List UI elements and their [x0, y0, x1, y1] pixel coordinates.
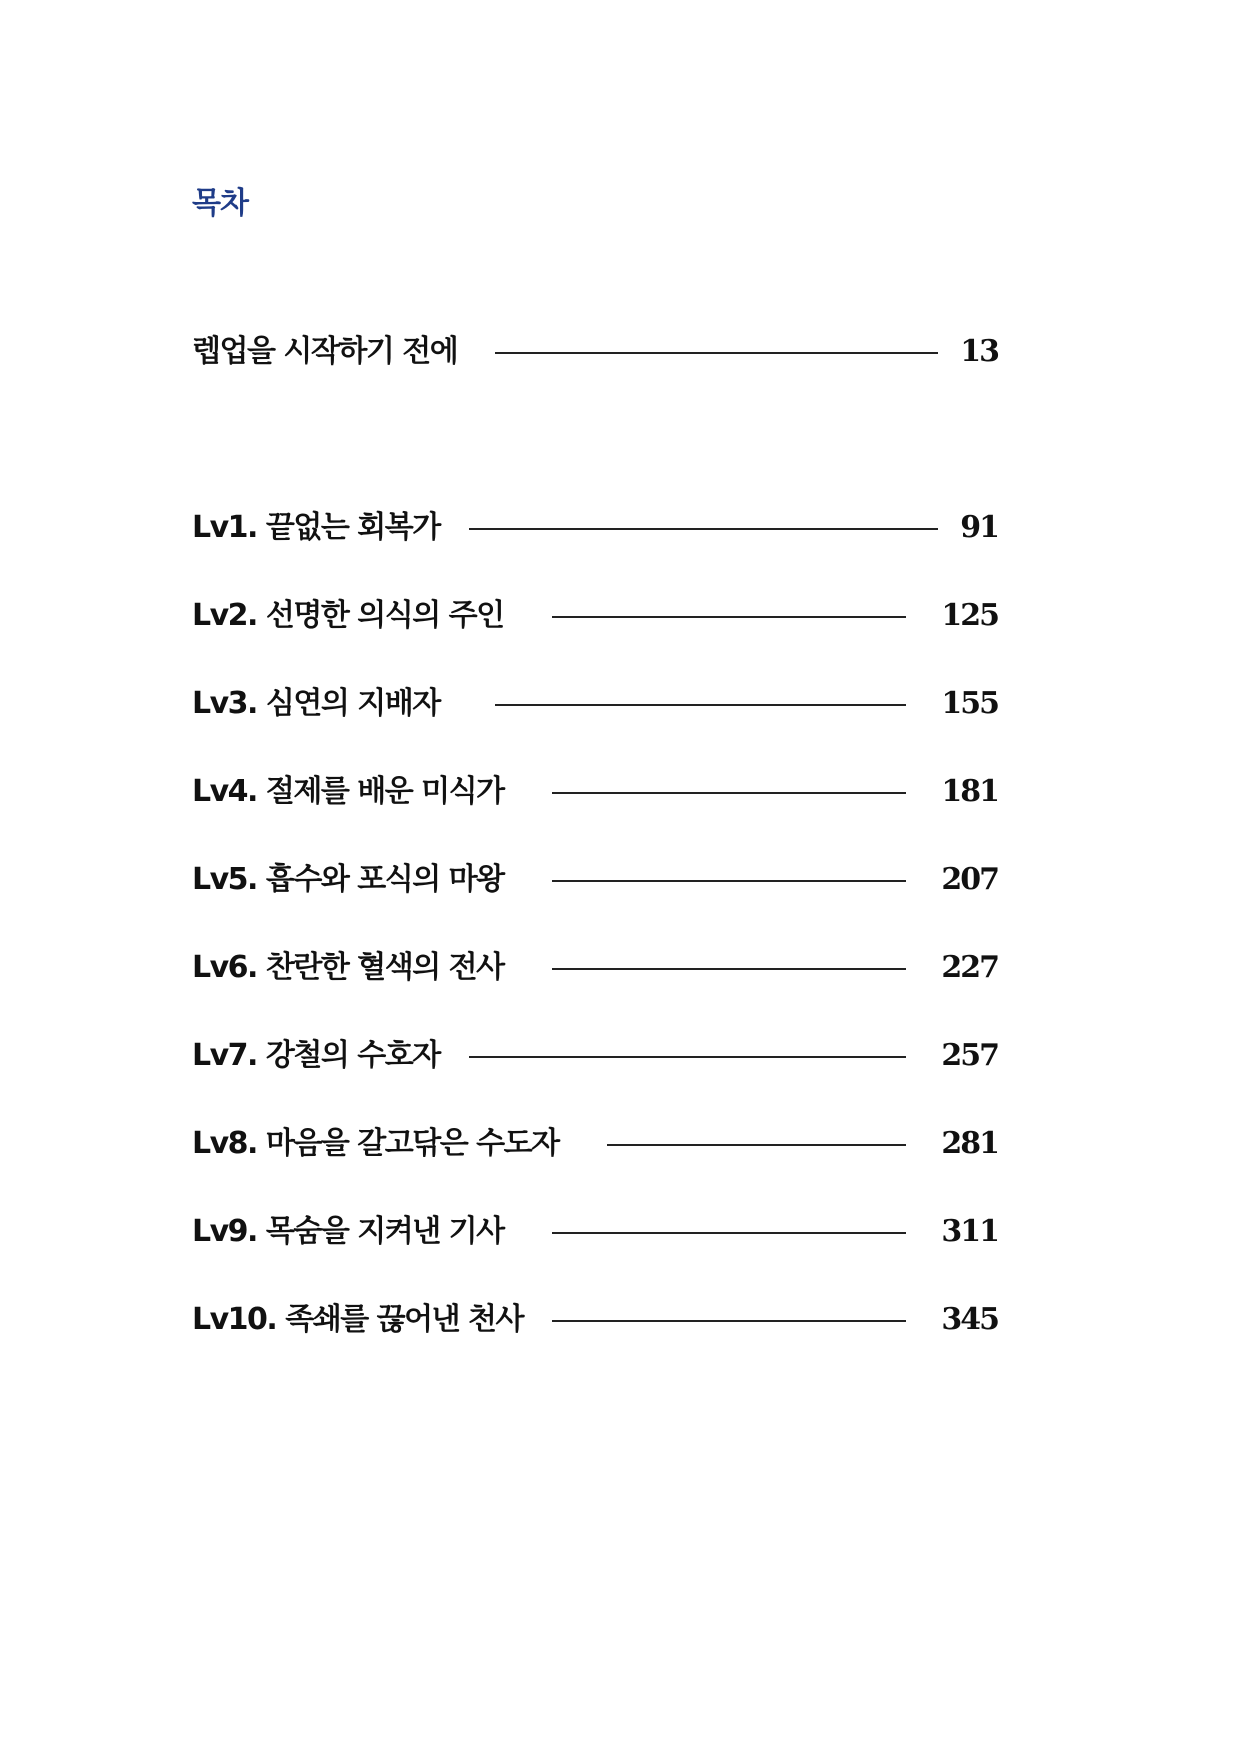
toc-entry-label: Lv5. 흡수와 포식의 마왕 [192, 862, 504, 897]
toc-entry-lv9[interactable] [0, 1212, 1240, 1252]
leader-line [552, 1232, 906, 1234]
toc-entry-page-number: 345 [941, 1302, 998, 1337]
toc-entry-prologue[interactable] [0, 332, 1240, 372]
toc-entry-lv2[interactable] [0, 596, 1240, 636]
toc-entry-lv7[interactable] [0, 1036, 1240, 1076]
toc-entry-page-number: 13 [960, 334, 998, 369]
leader-line [469, 1056, 906, 1058]
toc-entry-page-number: 257 [941, 1038, 998, 1073]
toc-entry-lv8[interactable] [0, 1124, 1240, 1164]
toc-entry-page-number: 207 [941, 862, 998, 897]
leader-line [552, 880, 906, 882]
toc-entry-label: 렙업을 시작하기 전에 [192, 334, 458, 369]
toc-entry-lv4[interactable] [0, 772, 1240, 812]
leader-line [469, 528, 938, 530]
toc-entry-lv5[interactable] [0, 860, 1240, 900]
leader-line [495, 352, 938, 354]
toc-entry-label: Lv10. 족쇄를 끊어낸 천사 [192, 1302, 523, 1337]
toc-entry-page-number: 281 [941, 1126, 998, 1161]
leader-line [552, 792, 906, 794]
toc-entry-label: Lv9. 목숨을 지켜낸 기사 [192, 1214, 504, 1249]
toc-entry-lv10[interactable] [0, 1300, 1240, 1340]
toc-entry-page-number: 311 [941, 1214, 998, 1249]
toc-entry-page-number: 155 [941, 686, 998, 721]
toc-entry-lv1[interactable] [0, 508, 1240, 548]
toc-entry-label: Lv3. 심연의 지배자 [192, 686, 440, 721]
toc-entry-label: Lv7. 강철의 수호자 [192, 1038, 440, 1073]
leader-line [552, 616, 906, 618]
page-title: 목차 [192, 186, 248, 221]
leader-line [552, 968, 906, 970]
toc-entry-page-number: 181 [941, 774, 998, 809]
leader-line [607, 1144, 906, 1146]
toc-entry-lv3[interactable] [0, 684, 1240, 724]
toc-entry-page-number: 91 [960, 510, 998, 545]
toc-entry-label: Lv6. 찬란한 혈색의 전사 [192, 950, 504, 985]
toc-entry-label: Lv2. 선명한 의식의 주인 [192, 598, 504, 633]
leader-line [552, 1320, 906, 1322]
toc-entry-page-number: 227 [941, 950, 998, 985]
toc-entry-label: Lv8. 마음을 갈고닦은 수도자 [192, 1126, 559, 1161]
toc-entry-page-number: 125 [941, 598, 998, 633]
toc-entry-label: Lv4. 절제를 배운 미식가 [192, 774, 504, 809]
leader-line [495, 704, 906, 706]
toc-entry-lv6[interactable] [0, 948, 1240, 988]
toc-entry-label: Lv1. 끝없는 회복가 [192, 510, 440, 545]
